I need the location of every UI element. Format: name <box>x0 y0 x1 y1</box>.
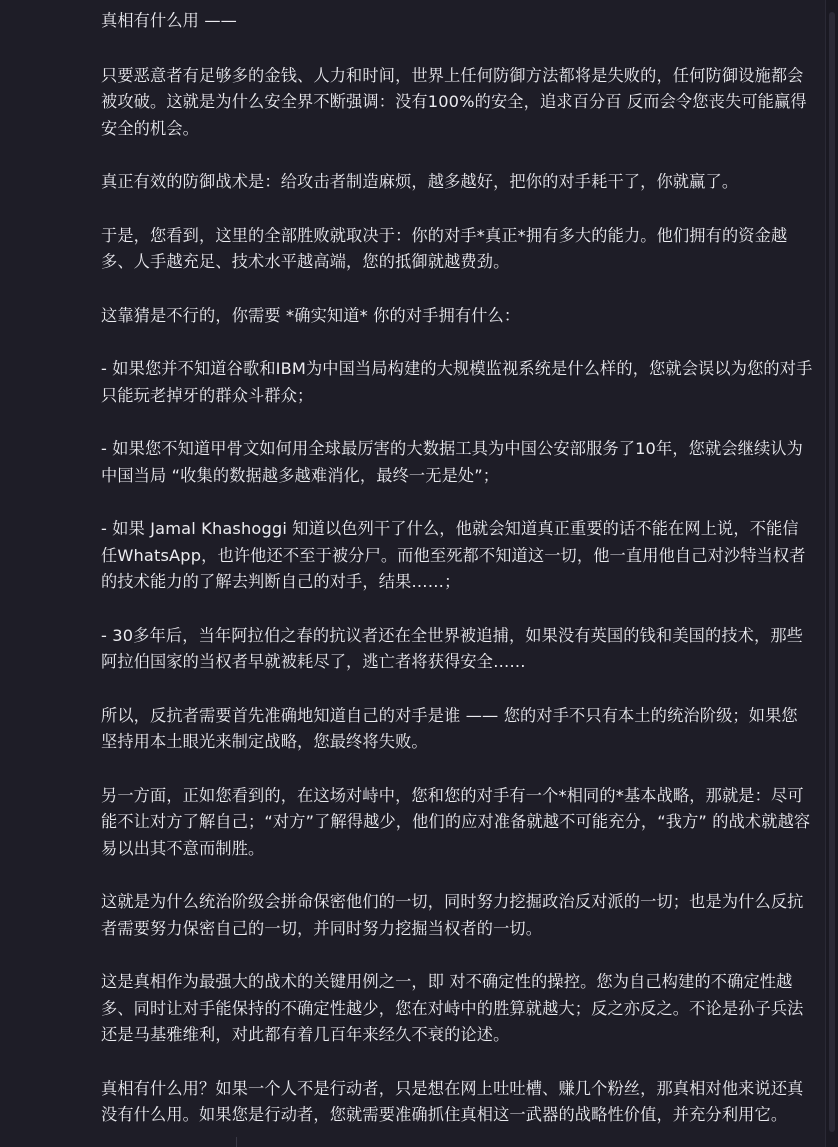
list-item-oracle: - 如果您不知道甲骨文如何用全球最厉害的大数据工具为中国公安部服务了10年，您就会继续认为中国当局 “收集的数据越多越难消化，最终一无是处”； <box>101 439 804 485</box>
list-item-google-ibm: - 如果您并不知道谷歌和IBM为中国当局构建的大规模监视系统是什么样的，您就会误以为您的对手只能玩老掉牙的群众斗群众； <box>101 359 813 405</box>
paragraph-resisters: 所以，反抗者需要首先准确地知道自己的对手是谁 —— 您的对手不只有本土的统治阶级；如果您坚持用本土眼光来制定战略，您最终将失败。 <box>101 705 798 751</box>
paragraph-same-strategy: 另一方面，正如您看到的，在这场对峙中，您和您的对手有一个*相同的*基本战略，那就是：尽可能不让对方了解自己；“对方”了解得越少，他们的应对准备就越不可能充分，“我方” 的战术就越容易以出其不意而制胜。 <box>101 785 811 858</box>
bottom-divider <box>236 1137 237 1147</box>
paragraph-opponent-capability: 于是，您看到，这里的全部胜败就取决于：你的对手*真正*拥有多大的能力。他们拥有的资金越多、人手越充足、技术水平越高端，您的抵御就越费劲。 <box>101 225 788 271</box>
list-item-arab-spring: - 30多年后，当年阿拉伯之春的抗议者还在全世界被追捕，如果没有英国的钱和美国的技术，那些阿拉伯国家的当权者早就被耗尽了，逃亡者将获得安全…… <box>101 625 804 671</box>
paragraph-defense-tactic: 真正有效的防御战术是：给攻击者制造麻烦，越多越好，把你的对手耗干了，你就赢了。 <box>101 172 739 191</box>
paragraph-conclusion: 真相有什么用？如果一个人不是行动者，只是想在网上吐吐槽、赚几个粉丝，那真相对他来说还真没有什么用。如果您是行动者，您就需要准确抓住真相这一武器的战略性价值，并充分利用它。 <box>101 1078 804 1124</box>
article-body <box>101 8 813 1147</box>
article-title: 真相有什么用 —— <box>101 11 237 30</box>
vertical-scrollbar[interactable] <box>825 0 838 1147</box>
paragraph-uncertainty: 这是真相作为最强大的战术的关键用例之一，即 对不确定性的操控。您为自己构建的不确定性越多、同时让对手能保持的不确定性越少，您在对峙中的胜算就越大；反之亦反之。不论是孙子兵法还是马基雅维利，对此都有着几百年来经久不衰的论述。 <box>101 972 804 1044</box>
paragraph-secrecy: 这就是为什么统治阶级会拼命保密他们的一切，同时努力挖掘政治反对派的一切；也是为什么反抗者需要努力保密自己的一切，并同时努力挖掘当权者的一切。 <box>101 892 804 938</box>
paragraph-security: 只要恶意者有足够多的金钱、人力和时间，世界上任何防御方法都将是失败的，任何防御设施都会被攻破。这就是为什么安全界不断强调：没有100%的安全，追求百分百 反而会令您丧失可能赢得安全的机会。 <box>101 65 807 138</box>
scrollbar-thumb[interactable] <box>829 12 835 1132</box>
paragraph-know-opponent: 这靠猜是不行的，你需要 *确实知道* 你的对手拥有什么： <box>101 305 521 325</box>
list-item-khashoggi: - 如果 Jamal Khashoggi 知道以色列干了什么，他就会知道真正重要的话不能在网上说，不能信任WhatsApp，也许他还不至于被分尸。而他至死都不知道这一切，他一直用他自己对沙特当权者的技术能力的了解去判断自己的对手，结果……； <box>101 519 806 591</box>
